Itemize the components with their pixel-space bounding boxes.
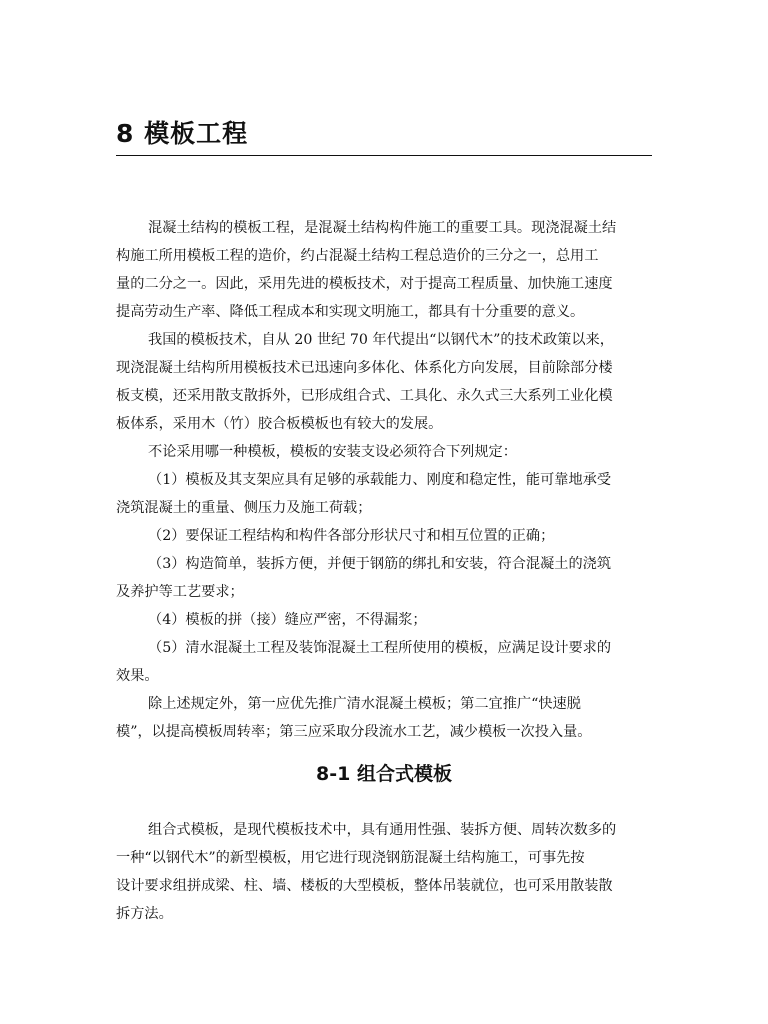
list-item-line: （5）清水混凝土工程及装饰混凝土工程所使用的模板，应满足设计要求的: [148, 640, 612, 656]
list-item-line: （1）模板及其支架应具有足够的承载能力、刚度和稳定性，能可靠地承受: [148, 472, 612, 488]
text-line: 现浇混凝土结构所用模板技术已迅速向多体化、体系化方向发展，目前除部分楼: [116, 360, 613, 376]
section-title: 8-1 组合式模板: [316, 763, 452, 785]
text-line: 拆方法。: [116, 906, 173, 922]
list-item-line: 效果。: [116, 668, 159, 684]
list-item-line: （4）模板的拼（接）缝应严密，不得漏浆；: [148, 612, 427, 628]
chapter-title: 8 模板工程: [116, 119, 249, 148]
list-item-line: 浇筑混凝土的重量、侧压力及施工荷载；: [116, 500, 372, 516]
list-item-line: （2）要保证工程结构和构件各部分形状尺寸和相互位置的正确；: [148, 528, 555, 544]
text-line: 提高劳动生产率、降低工程成本和实现文明施工，都具有十分重要的意义。: [116, 304, 585, 320]
text-line: 混凝土结构的模板工程，是混凝土结构构件施工的重要工具。现浇混凝土结: [148, 220, 617, 236]
text-line: 组合式模板，是现代模板技术中，具有通用性强、装拆方便、周转次数多的: [148, 822, 617, 838]
text-line: 我国的模板技术，自从 20 世纪 70 年代提出“以钢代木”的技术政策以来，: [148, 332, 614, 348]
text-line: 除上述规定外，第一应优先推广清水混凝土模板；第二宜推广“快速脱: [148, 696, 581, 712]
text-line: 不论采用哪一种模板，模板的安装支设必须符合下列规定：: [148, 444, 517, 460]
text-line: 板体系，采用木（竹）胶合板模板也有较大的发展。: [116, 416, 443, 432]
text-line: 构施工所用模板工程的造价，约占混凝土结构工程总造价的三分之一，总用工: [116, 248, 599, 264]
list-item-line: 及养护等工艺要求；: [116, 584, 244, 600]
chapter-title-rule: [116, 155, 652, 156]
text-line: 一种“以钢代木”的新型模板，用它进行现浇钢筋混凝土结构施工，可事先按: [116, 850, 585, 866]
text-line: 设计要求组拼成梁、柱、墙、楼板的大型模板，整体吊装就位，也可采用散装散: [116, 878, 613, 894]
intro-text: [116, 214, 652, 746]
section-text: [116, 816, 652, 928]
text-line: 板支模，还采用散支散拆外，已形成组合式、工具化、永久式三大系列工业化模: [116, 388, 613, 404]
text-line: 模”，以提高模板周转率；第三应采取分段流水工艺，减少模板一次投入量。: [116, 724, 592, 740]
list-item-line: （3）构造简单，装拆方便，并便于钢筋的绑扎和安装，符合混凝土的浇筑: [148, 556, 612, 572]
text-line: 量的二分之一。因此，采用先进的模板技术，对于提高工程质量、加快施工速度: [116, 276, 613, 292]
